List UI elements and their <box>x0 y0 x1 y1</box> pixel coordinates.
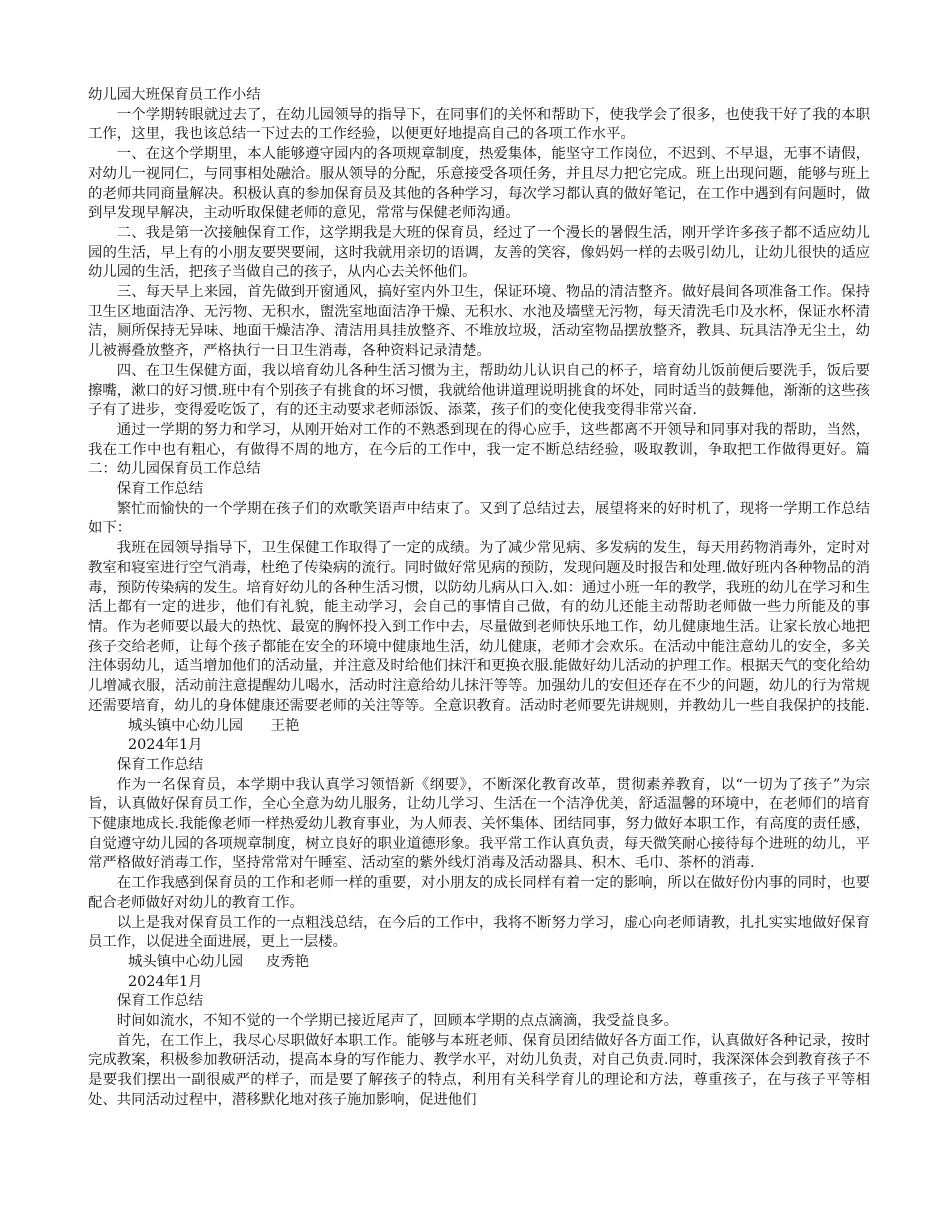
paragraph: 一个学期转眼就过去了，在幼儿园领导的指导下，在同事们的关怀和帮助下，使我学会了很多，也使我干好了我的本职工作，这里，我也该总结一下过去的工作经验，以便更好地提高自己的各项工作水平。 <box>88 106 870 143</box>
signature-date: 2024年1月 <box>128 973 203 990</box>
signature-name: 皮秀艳 <box>266 953 310 970</box>
signature-line <box>88 717 870 737</box>
document-page <box>88 86 870 1111</box>
signature-date: 2024年1月 <box>128 737 203 754</box>
paragraph: 首先，在工作上，我尽心尽职做好本职工作。能够与本班老师、保育员团结做好各方面工作，认真做好各种记录，按时完成教案，积极参加教研活动，提高本身的写作能力、教学水平，对幼儿负责，对自己负责.同时，我深深体会到教育孩子不是要我们摆出一副很威严的样子，而是要了解孩子的特点，利用有关科学育儿的理论和方法，尊重孩子，在与孩子平等相处、共同活动过程中，潜移默化地对孩子施加影响，促进他们 <box>88 1032 870 1108</box>
paragraph: 一、在这个学期里，本人能够遵守园内的各项规章制度，热爱集体，能坚守工作岗位，不迟到、不早退，无事不请假，对幼儿一视同仁，与同事相处融洽。服从领导的分配，乐意接受各项任务，并且尽力把它完成。班上出现问题，能够与班上的老师共同商量解决。积极认真的参加保育员及其他的各种学习，每次学习都认真的做好笔记，在工作中遇到有问题时，做到早发现早解决，主动听取保健老师的意见，常常与保健老师沟通。 <box>88 146 870 222</box>
section-heading: 保育工作总结 <box>116 993 204 1010</box>
signature-unit: 城头镇中心幼儿园 <box>128 953 244 970</box>
paragraph: 通过一学期的努力和学习，从刚开始对工作的不熟悉到现在的得心应手，这些都离不开领导和同事对我的帮助，当然，我在工作中也有粗心，有做得不周的地方，在今后的工作中，我一定不断总结经验，吸取教训，争取把工作做得更好。篇二：幼儿园保育员工作总结 <box>88 421 870 478</box>
section-heading: 保育工作总结 <box>116 481 204 498</box>
paragraph: 时间如流水，不知不觉的一个学期已接近尾声了，回顾本学期的点点滴滴，我受益良多。 <box>116 1013 679 1030</box>
document-title: 幼儿园大班保育员工作小结 <box>88 87 261 103</box>
paragraph: 在工作我感到保育员的工作和老师一样的重要，对小朋友的成长同样有着一定的影响，所以在做好份内事的同时，也要配合老师做好对幼儿的教育工作。 <box>88 875 870 911</box>
signature-name: 王艳 <box>270 717 300 734</box>
paragraph: 我班在园领导指导下，卫生保健工作取得了一定的成绩。为了减少常见病、多发病的发生，每天用药物消毒外，定时对教室和寝室进行空气消毒，杜绝了传染病的流行。同时做好常见病的预防，发现问题及时报告和处理.做好班内各种物品的消毒，预防传染病的发生。培育好幼儿的各种生活习惯，以防幼儿病从口入.如：通过小班一年的教学，我班的幼儿在学习和生活上都有一定的进步，他们有礼貌，能主动学习，会自己的事情自己做，有的幼儿还能主动帮助老师做一些力所能及的事情。作为老师要以最大的热忱、最宽的胸怀投入到工作中去，尽量做到老师快乐地工作，幼儿健康地生活。让家长放心地把孩子交给老师，让每个孩子都能在安全的环境中健康地生活，幼儿健康，老师才会欢乐。在活动中能注意幼儿的安全，多关注体弱幼儿，适当增加他们的活动量，并注意及时给他们抹汗和更换衣服.能做好幼儿活动的护理工作。根据天气的变化给幼儿增减衣服，活动前注意提醒幼儿喝水，活动时注意给幼儿抹汗等等。加强幼儿的安但还存在不少的问题，幼儿的行为常规还需要培育，幼儿的身体健康还需要老师的关注等等。全意识教育。活动时老师要先讲规则，并教幼儿一些自我保护的技能. <box>88 540 870 714</box>
paragraph: 作为一名保育员，本学期中我认真学习领悟新《纲要》，不断深化教育改革，贯彻素养教育，以“一切为了孩子”为宗旨，认真做好保育员工作，全心全意为幼儿服务，让幼儿学习、生活在一个洁净优美，舒适温馨的环境中，在老师们的培育下健康地成长.我能像老师一样热爱幼儿教育事业，为人师表、关怀集体、团结同事，努力做好本职工作，有高度的责任感，自觉遵守幼儿园的各项规章制度，树立良好的职业道德形象。我平常工作认真负责，每天微笑耐心接待每个进班的幼儿，平常严格做好消毒工作，坚持常常对午睡室、活动室的紫外线灯消毒及活动器具、积木、毛巾、茶杯的消毒. <box>88 776 870 872</box>
paragraph: 二、我是第一次接触保育工作，这学期我是大班的保育员，经过了一个漫长的暑假生活，刚开学许多孩子都不适应幼儿园的生活，早上有的小朋友要哭要闹，这时我就用亲切的语调，友善的笑容，像妈妈一样的去吸引幼儿，让幼儿很快的适应幼儿园的生活，把孩子当做自己的孩子，从内心去关怀他们。 <box>88 224 870 281</box>
signature-unit: 城头镇中心幼儿园 <box>128 717 244 734</box>
paragraph: 三、每天早上来园，首先做到开窗通风，搞好室内外卫生，保证环境、物品的清洁整齐。做好晨间各项准备工作。保持卫生区地面洁净、无污物、无积水，盥洗室地面洁净干燥、无积水、水池及墙壁无污物，每天清洗毛巾及水杯，保证水杯清洁，厕所保持无异味、地面干燥洁净、清洁用具挂放整齐、不堆放垃圾，活动室物品摆放整齐，教具、玩具洁净无尘土，幼儿被褥叠放整齐，严格执行一日卫生消毒，各种资料记录清楚。 <box>88 284 870 360</box>
paragraph: 四、在卫生保健方面，我以培育幼儿各种生活习惯为主，帮助幼儿认识自己的杯子，培育幼儿饭前便后要洗手，饭后要擦嘴，漱口的好习惯.班中有个别孩子有挑食的坏习惯，我就给他讲道理说明挑食的坏处，同时适当的鼓舞他，渐渐的这些孩子有了进步，变得爱吃饭了，有的还主动要求老师添饭、添菜，孩子们的变化使我变得非常兴奋. <box>88 362 870 419</box>
signature-line <box>88 953 870 973</box>
paragraph: 繁忙而愉快的一个学期在孩子们的欢歌笑语声中结束了。又到了总结过去，展望将来的好时机了，现将一学期工作总结如下： <box>88 500 870 537</box>
section-heading: 保育工作总结 <box>116 756 204 773</box>
paragraph: 以上是我对保育员工作的一点粗浅总结，在今后的工作中，我将不断努力学习，虚心向老师请教，扎扎实实地做好保育员工作，以促进全面进展，更上一层楼。 <box>88 914 870 951</box>
